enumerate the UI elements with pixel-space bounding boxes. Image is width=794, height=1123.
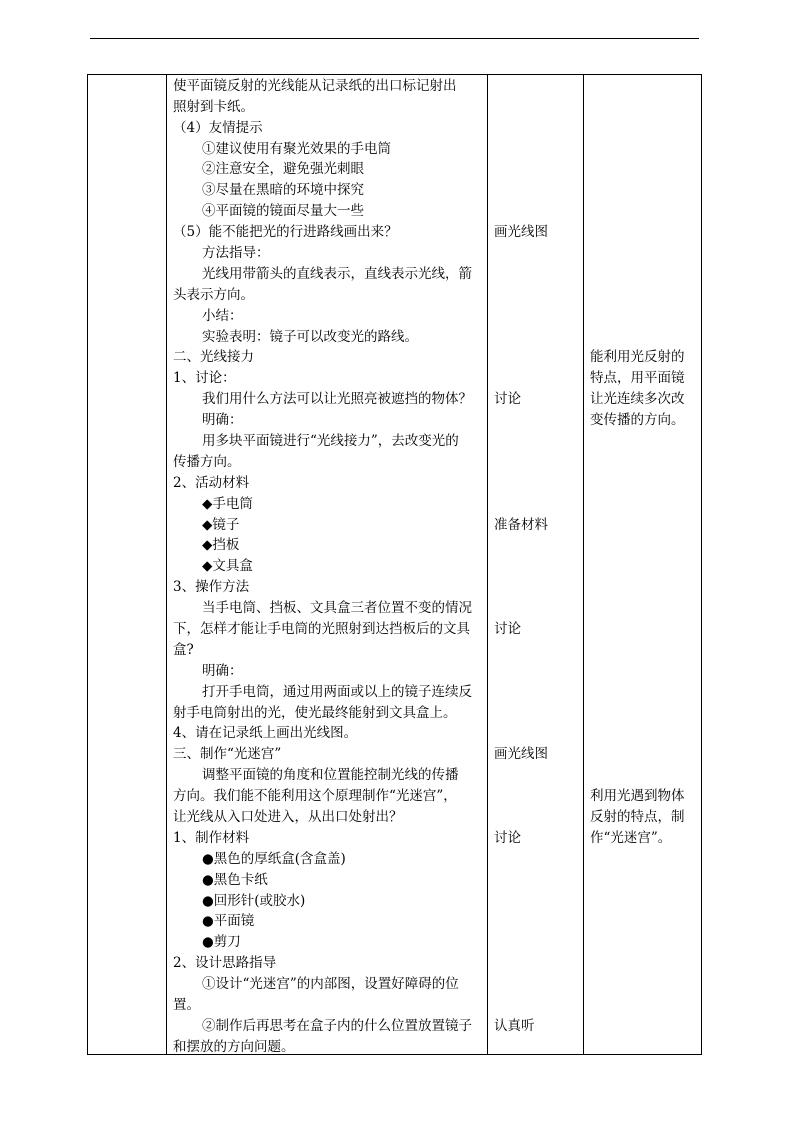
content-line: 光线用带箭头的直线表示，直线表示光线，箭 [202, 266, 472, 282]
content-line: 头表示方向。 [173, 287, 254, 303]
content-line: 方向。我们能不能利用这个原理制作“光迷宫”， [173, 788, 457, 804]
content-line: 传播方向。 [173, 454, 241, 470]
section-heading: 1、制作材料 [173, 830, 250, 846]
activity-draw-ray: 画光线图 [494, 746, 548, 762]
table-row [88, 75, 702, 1055]
content-line: 我们用什么方法可以让光照亮被遮挡的物体？ [202, 391, 472, 407]
material-item: ●黑色卡纸 [202, 872, 268, 888]
intent-line: 作“光迷宫”。 [590, 830, 672, 846]
intent-line: 特点，用平面镜 [590, 370, 685, 386]
section-heading: 三、制作“光迷宫” [173, 746, 282, 762]
content-line: 明确： [202, 412, 243, 428]
content-line: 明确： [202, 663, 243, 679]
section-heading: （5）能不能把光的行进路线画出来？ [173, 224, 398, 240]
intent-line: 变传播的方向。 [590, 412, 685, 428]
content-line: ②制作后再思考在盒子内的什么位置放置镜子 [202, 1018, 472, 1034]
content-line: 调整平面镜的角度和位置能控制光线的传播 [202, 767, 459, 783]
material-item: ◆文具盒 [202, 558, 253, 574]
section-heading: 1、讨论： [173, 370, 236, 386]
section-heading: 2、设计思路指导 [173, 955, 277, 971]
tip-item: ④平面镜的镜面尽量大一些 [202, 203, 364, 219]
content-line: 小结： [202, 308, 243, 324]
material-item: ●回形针(或胶水) [202, 893, 306, 909]
activity-discuss: 讨论 [494, 830, 521, 846]
section-heading: 2、活动材料 [173, 475, 250, 491]
section-heading: 4、请在记录纸上画出光线图。 [173, 725, 358, 741]
content-line: 盒? [173, 642, 194, 658]
section-heading: （4）友情提示 [173, 120, 263, 136]
material-item: ●黑色的厚纸盒(含盒盖) [202, 851, 346, 867]
tip-item: ③尽量在黑暗的环境中探究 [202, 182, 364, 198]
intent-line: 利用光遇到物体 [590, 788, 685, 804]
content-line: 打开手电筒，通过用两面或以上的镜子连续反 [202, 684, 472, 700]
intent-line: 能利用光反射的 [590, 349, 685, 365]
material-item: ●剪刀 [202, 934, 241, 950]
header-rule [90, 38, 699, 39]
teaching-content-cell [167, 75, 488, 1055]
intent-line: 反射的特点，制 [590, 809, 685, 825]
content-line: 实验表明：镜子可以改变光的路线。 [202, 329, 418, 345]
design-intent-cell [584, 75, 702, 1055]
material-item: ●平面镜 [202, 913, 255, 929]
content-line: 让光线从入口处进入，从出口处射出？ [173, 809, 403, 825]
content-line: 和摆放的方向问题。 [173, 1039, 295, 1055]
activity-discuss: 讨论 [494, 391, 521, 407]
content-line: 下，怎样才能让手电筒的光照射到达挡板后的文具 [173, 621, 470, 637]
material-item: ◆手电筒 [202, 496, 253, 512]
material-item: ◆挡板 [202, 537, 240, 553]
content-line: 射手电筒射出的光，使光最终能射到文具盒上。 [173, 705, 457, 721]
material-item: ◆镜子 [202, 517, 240, 533]
intent-line: 让光连续多次改 [590, 391, 685, 407]
content-line: 当手电筒、挡板、文具盒三者位置不变的情况 [202, 600, 472, 616]
tip-item: ②注意安全，避免强光刺眼 [202, 161, 364, 177]
section-heading: 二、光线接力 [173, 349, 254, 365]
tip-item: ①建议使用有聚光效果的手电筒 [202, 141, 391, 157]
stage-cell [88, 75, 167, 1055]
activity-listen: 认真听 [494, 1018, 535, 1034]
content-line: 方法指导： [202, 245, 270, 261]
content-line: 照射到卡纸。 [173, 99, 254, 115]
activity-discuss: 讨论 [494, 621, 521, 637]
section-heading: 3、操作方法 [173, 579, 250, 595]
activity-draw-ray: 画光线图 [494, 224, 548, 240]
content-line: 用多块平面镜进行“光线接力”，去改变光的 [202, 433, 459, 449]
content-line: 置。 [173, 997, 200, 1013]
content-line: 使平面镜反射的光线能从记录纸的出口标记射出 [173, 78, 457, 94]
student-activity-cell [488, 75, 584, 1055]
lesson-plan-table [87, 74, 702, 1055]
activity-prepare: 准备材料 [494, 517, 548, 533]
content-line: ①设计“光迷宫”的内部图，设置好障碍的位 [202, 976, 459, 992]
